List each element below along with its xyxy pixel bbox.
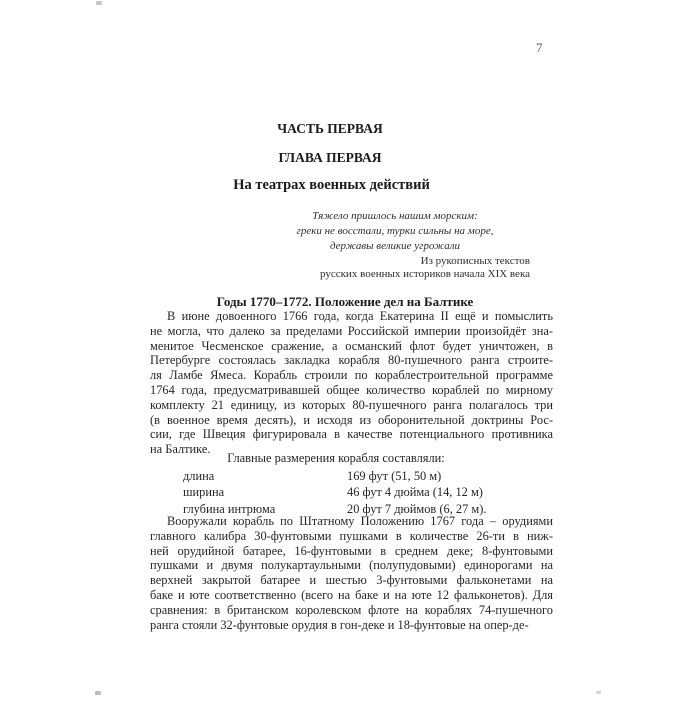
- text-line: верхней закрытой батарее и шестью 3-фунтовыми фальконетами на: [150, 573, 553, 588]
- text-line: сравнения: в британском королевском флоте на кораблях 74-пушечного: [150, 602, 553, 617]
- text-line: Вооружали корабль по Штатному Положению 1767 года – орудиями: [167, 514, 553, 528]
- ship-dimensions-intro: Главные размерения корабля составляли:: [227, 451, 445, 465]
- text-line: В июне довоенного 1766 года, когда Екатерина II ещё и помыслить: [167, 309, 553, 323]
- text-line: ранга стояли 32-фунтовые орудия в гон-деке и 18-фунтовые на опер-де-: [150, 617, 529, 632]
- epigraph-attribution: [150, 255, 530, 280]
- text-line: сии, где Швеция фигурировала в качестве потенциального противника: [150, 427, 553, 442]
- text-line: Из рукописных текстов: [420, 255, 530, 267]
- scan-speck-top: [96, 1, 102, 5]
- text-line: (в военное время десять), и исходя из оборонительной доктрины Рос-: [150, 412, 553, 427]
- dimension-value: 20 фут 7 дюймов (6, 27 м).: [347, 501, 487, 516]
- text-line: комплекту 21 единицу, из которых 80-пушечного ранга полагалось три: [150, 397, 553, 412]
- epigraph-verse: [150, 209, 530, 254]
- dimension-value: 46 фут 4 дюйма (14, 12 м): [347, 485, 483, 500]
- text-line: на Балтике.: [150, 442, 211, 457]
- chapter-heading: ГЛАВА ПЕРВАЯ: [278, 150, 382, 165]
- text-line: пушками и двумя полукартаульными (полупудовыми) единорогами на: [150, 558, 553, 573]
- text-line: Тяжело пришлось нашим морским:: [312, 210, 478, 222]
- ship-dimensions-table: [150, 468, 553, 517]
- text-line: ля Ламбе Ямеса. Корабль строили по кораблестроительной программе: [150, 368, 553, 383]
- dimension-row: [150, 468, 553, 484]
- epigraph: [150, 209, 530, 280]
- text-line: менитое Чесменское сражение, а османский флот будет уничтожен, в: [150, 338, 553, 353]
- text-line: русских военных историков начала XIX века: [319, 267, 530, 280]
- dimension-row: [150, 484, 553, 500]
- text-line: не могла, что далеко за пределами Российской империи произойдёт зна-: [150, 323, 553, 338]
- paragraph-2: [150, 514, 553, 632]
- dimension-label: длина: [183, 469, 215, 483]
- text-line: державы великие угрожали: [329, 240, 461, 252]
- text-line: главного калибра 30-фунтовыми пушками в количестве 26-ти в ниж-: [150, 528, 553, 543]
- text-line: Петербурге состоялась закладка корабля 80-пушечного ранга строите-: [150, 353, 553, 368]
- section-heading: Годы 1770–1772. Положение дел на Балтике: [216, 294, 474, 309]
- page-number: 7: [536, 40, 543, 55]
- chapter-title: На театрах военных действий: [233, 177, 430, 193]
- paragraph-1: [150, 309, 553, 457]
- text-line: 1764 года, предусматривавшей общее количество кораблей по мирному: [150, 382, 553, 397]
- dimension-label: глубина интрюма: [183, 501, 276, 516]
- text-line: ней орудийной батарее, 16-фунтовыми в среднем деке; 8-фунтовыми: [150, 543, 553, 558]
- part-heading: ЧАСТЬ ПЕРВАЯ: [277, 121, 383, 136]
- ship-dimensions-block: [150, 451, 553, 517]
- dimension-value: 169 фут (51, 50 м): [347, 469, 442, 483]
- scan-speck-bottom-left: [95, 691, 101, 695]
- text-line: греки не восстали, турки сильны на море,: [296, 225, 494, 237]
- dimension-label: ширина: [183, 485, 225, 500]
- text-line: баке и юте соответственно (всего на баке и на юте 12 фальконетов). Для: [150, 587, 553, 602]
- scan-speck-bottom-right: [596, 691, 601, 694]
